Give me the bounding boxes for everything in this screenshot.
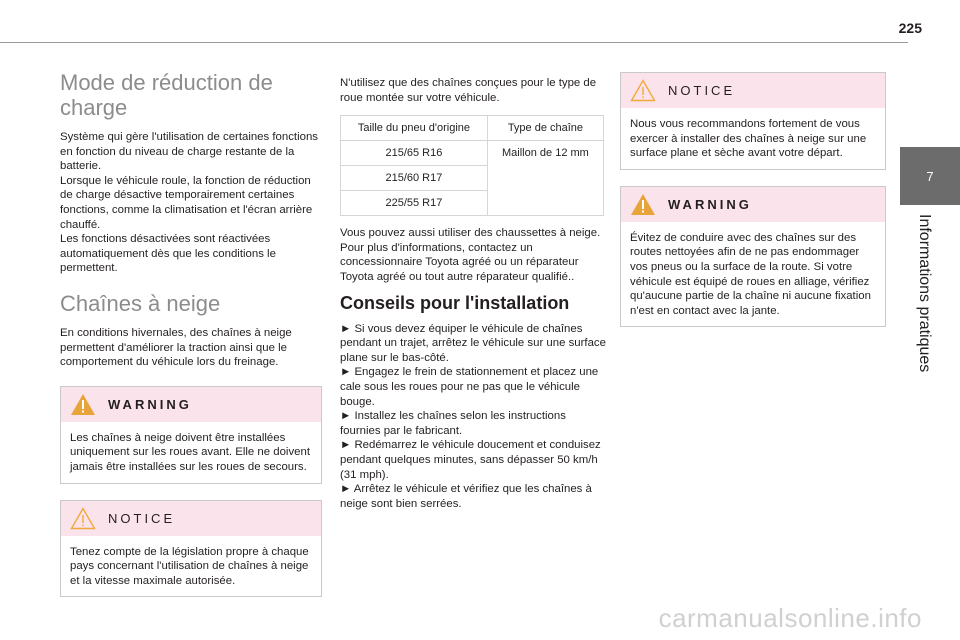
- table-row: [341, 141, 604, 166]
- notice-triangle-icon: [630, 79, 656, 102]
- list-item: ► Engagez le frein de stationnement et placez une cale sous les roues pour ne pas que le véhicule bouge.: [340, 366, 599, 408]
- warning-title: WARNING: [668, 196, 752, 212]
- warning-triangle-icon: [70, 393, 96, 416]
- warning-header: [621, 187, 885, 222]
- column-left: [60, 70, 322, 597]
- table-cell-chain: Maillon de 12 mm: [487, 141, 603, 216]
- warning-header: [61, 387, 321, 422]
- notice-triangle-icon: [70, 507, 96, 530]
- chapter-title: Informations pratiques: [916, 214, 933, 373]
- warning-text: Les chaînes à neige doivent être installées uniquement sur les roues avant. Elle ne doivent jamais être installées sur les roues de secours.: [70, 431, 310, 473]
- notice-text: Nous vous recommandons fortement de vous exercer à installer des chaînes à neige sur une surface plane et sèche avant votre départ.: [630, 118, 867, 160]
- notice-header: [61, 501, 321, 536]
- column-right: [620, 72, 886, 327]
- charge-reduction-text: Système qui gère l'utilisation de certaines fonctions en fonction du niveau de charge restante de la batterie. Lorsque le véhicule roule, la fonction de réduction de charge désactive temporairement certaines fonctions, comme la climatisation et l'écran arrière chauffé. Les fonctions désactivées sont réactivées automatiquement dès que les conditions le permettent.: [60, 131, 318, 275]
- page-number: 225: [898, 20, 922, 36]
- section-title-charge-reduction: Mode de réduction de charge: [60, 70, 273, 120]
- warning-text: Évitez de conduire avec des chaînes sur des routes nettoyées afin de ne pas endommager vos pneus ou la surface de la route. Si votre véhicule est équipé de roues en alliage, vérifiez qu'aucune partie de la chaîne ni aucune fixation n'est en contact avec la jante.: [630, 231, 871, 317]
- snow-chains-text: En conditions hivernales, des chaînes à neige permettent d'améliorer la traction ainsi que le comportement du véhicule lors du freinage.: [60, 326, 292, 369]
- top-divider: [0, 42, 908, 43]
- warning-triangle-icon: [630, 193, 656, 216]
- installation-steps: [340, 322, 606, 512]
- warning-title: WARNING: [108, 396, 192, 412]
- table-cell-tyre: 215/65 R16: [341, 141, 488, 166]
- list-item: ► Arrêtez le véhicule et vérifiez que les chaînes à neige sont bien serrées.: [340, 483, 592, 510]
- notice-text: Tenez compte de la législation propre à chaque pays concernant l'utilisation de chaînes à neige et la vitesse maximale autorisée.: [70, 545, 309, 587]
- chapter-number-tab: 7: [900, 147, 960, 205]
- notice-box: [620, 72, 886, 170]
- table-cell-tyre: 225/55 R17: [341, 191, 488, 216]
- notice-title: NOTICE: [668, 83, 736, 98]
- notice-box: [60, 500, 322, 598]
- list-item: ► Redémarrez le véhicule doucement et conduisez pendant quelques minutes, sans dépasser 50 km/h (31 mph).: [340, 439, 601, 481]
- chain-table: [340, 115, 604, 216]
- list-item: ► Si vous devez équiper le véhicule de chaînes pendant un trajet, arrêtez le véhicule sur une surface plane sur le bas-côté.: [340, 322, 606, 364]
- table-cell-tyre: 215/60 R17: [341, 166, 488, 191]
- installation-heading: Conseils pour l'installation: [340, 292, 570, 313]
- table-header-tyre: Taille du pneu d'origine: [341, 116, 488, 141]
- warning-box: [60, 386, 322, 484]
- table-header-row: [341, 116, 604, 141]
- notice-header: [621, 73, 885, 108]
- section-title-snow-chains: Chaînes à neige: [60, 290, 221, 316]
- list-item: ► Installez les chaînes selon les instructions fournies par le fabricant.: [340, 410, 566, 437]
- table-header-chain: Type de chaîne: [487, 116, 603, 141]
- column-middle: [340, 76, 606, 511]
- snow-socks-text: Vous pouvez aussi utiliser des chaussettes à neige. Pour plus d'informations, contactez un concessionnaire Toyota agréé ou un réparateur Toyota agréé ou tout autre réparateur qualifié..: [340, 227, 601, 283]
- chains-intro: N'utilisez que des chaînes conçues pour le type de roue montée sur votre véhicule.: [340, 77, 597, 104]
- notice-title: NOTICE: [108, 510, 176, 526]
- watermark: carmanualsonline.info: [658, 603, 922, 633]
- warning-box: [620, 186, 886, 328]
